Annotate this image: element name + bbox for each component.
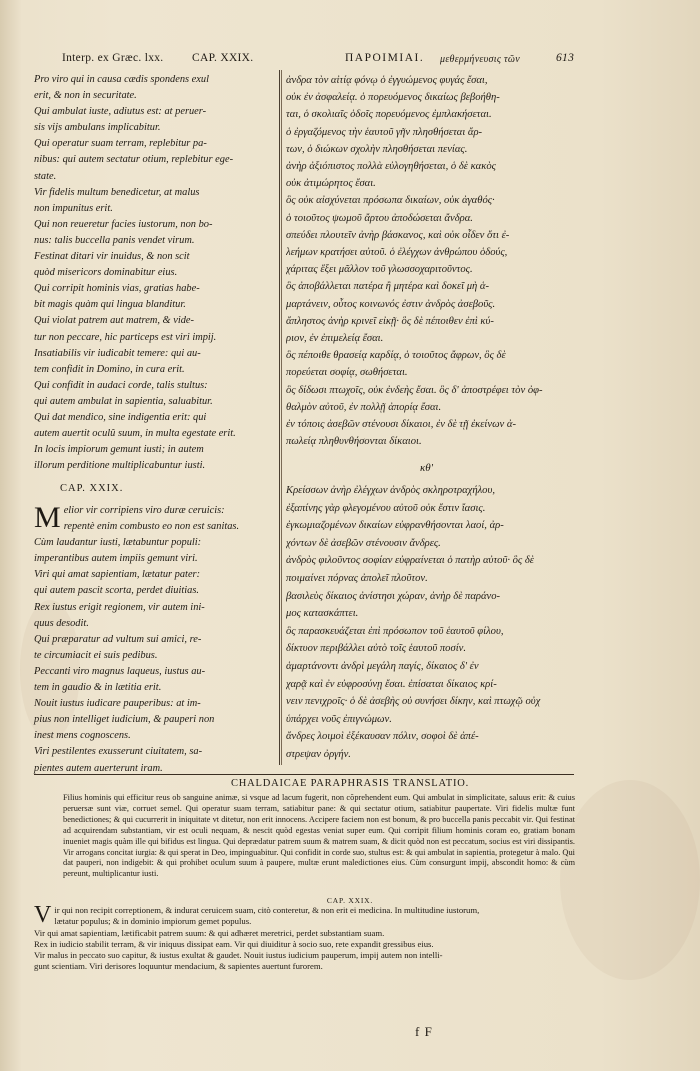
- greek-line: μος κατασκάπτει.: [286, 608, 359, 620]
- greek-line: ται, ὁ σκολιαῖς ὁδοῖς πορευόμενος ἐμπλακήσεται.: [286, 109, 492, 121]
- greek-chapter-text: [286, 482, 576, 764]
- greek-line: ριον, ἐν ἐπιμελείᾳ ἔσαι.: [286, 333, 384, 345]
- greek-line: στρεψαν ὀργήν.: [286, 748, 351, 760]
- latin-line: Nouit iustus iudicare pauperibus: at im-: [34, 698, 201, 710]
- greek-line: ἀνδρὸς φιλοῦντος σοφίαν εὐφραίνεται ὁ πατὴρ αὐτοῦ· ὃς δὲ: [286, 555, 534, 567]
- chapter-heading-latin: CAP. XXIX.: [60, 483, 124, 494]
- greek-line: ἄπληστος ἀνὴρ κρινεῖ εἰκῇ· ὃς δὲ πέποιθεν ἐπὶ κύ-: [286, 315, 494, 327]
- chaldaic-line: gunt scientiam. Viri derisores loquuntur mendacium, & sapientes auertunt furorem.: [34, 961, 323, 972]
- greek-line: ὃς παρασκευάζεται ἐπὶ πρόσωπον τοῦ ἑαυτοῦ φίλου,: [286, 625, 504, 637]
- running-head-title: ΠΑΡΟΙΜΙΑΙ.: [345, 52, 425, 64]
- latin-line: qui autem pascit scorta, perdet diuitias.: [34, 585, 199, 597]
- latin-line: Qui præparatur ad vultum sui amici, re-: [34, 633, 202, 645]
- latin-line: In locis impiorum gemunt iusti; in autem: [34, 444, 204, 456]
- greek-line: οὐκ ἐν ἀσφαλείᾳ. ὁ πορευόμενος δικαίως βεβοήθη-: [286, 92, 500, 104]
- latin-chapter-text: [34, 503, 272, 777]
- greek-line: μαρτάνειν, οὗτος κοινωνός ἐστιν ἀνδρὸς ἀσεβοῦς.: [286, 298, 496, 310]
- latin-line: autem auertit oculû suum, in multa egestate erit.: [34, 428, 236, 440]
- chaldaic-line: ir qui non recipit correptionem, & indurat ceruicem suam, citò conteretur, & non erit ei medicina. In multitudine iustorum,: [54, 905, 480, 915]
- latin-line: Qui ambulat iuste, adiutus est: at peruer-: [34, 106, 207, 118]
- latin-line: pius non intelliget iudicium, & pauperi non: [34, 714, 215, 726]
- latin-line: inest mens cognoscens.: [34, 730, 131, 742]
- latin-line: illorum perditione multiplicabuntur iusti.: [34, 460, 206, 472]
- latin-line: Viri qui amat sapientiam, lætatur pater:: [34, 569, 201, 581]
- greek-line: ἐγκωμιαζομένων δικαίων εὐφρανθήσονται λαοί, ἀρ-: [286, 520, 504, 532]
- greek-line: ἄνδρες λοιμοὶ ἐξέκαυσαν πόλιν, σοφοὶ δὲ ἀπέ-: [286, 731, 479, 743]
- greek-line: ὃς ἀποβάλλεται πατέρα ἢ μητέρα καὶ δοκεῖ μὴ ἁ-: [286, 281, 490, 293]
- drop-capital: M: [34, 501, 61, 534]
- greek-line: νειν πενιχροῖς· ὁ δὲ ἀσεβὴς οὐ συνήσει δίκην, καὶ πτωχῷ οὐχ: [286, 696, 541, 708]
- greek-line: ἐν τόποις ἀσεβῶν στένουσι δίκαιοι, ἐν δὲ τῇ ἐκείνων ἀ-: [286, 419, 517, 431]
- greek-line: σπεύδει πλουτεῖν ἀνὴρ βάσκανος, καὶ οὐκ οἶδεν ὅτι ἐ-: [286, 229, 510, 241]
- latin-line: tem in gaudio & in lætitia erit.: [34, 682, 162, 694]
- running-head-note: μεθερμήνευσις τῶν: [440, 54, 521, 65]
- chaldaic-line: Vir qui amat sapientiam, lætificabit patrem suum: & qui adhæret meretrici, perdet substantiam suam.: [34, 927, 385, 938]
- latin-line: repentè enim combusto eo non est sanitas.: [63, 521, 240, 533]
- chaldaic-chapter-text: [34, 902, 574, 973]
- chaldaic-line: Rex in iudicio stabilit terram, & vir iniquus dissipat eam. Vir qui diuiditur à socio suo, rete expandit gressibus eius.: [34, 938, 434, 949]
- latin-line: Qui corripit hominis vias, gratias habe-: [34, 283, 200, 295]
- column-rule: [279, 70, 280, 765]
- greek-line: ὁ ἐργαζόμενος τὴν ἑαυτοῦ γῆν πλησθήσεται ἄρ-: [286, 126, 483, 138]
- latin-line: qui autem ambulat in sapientia, saluabitur.: [34, 395, 213, 407]
- latin-line: te circumiacit ei suis pedibus.: [34, 649, 158, 661]
- chaldaic-text: Filius hominis qui efficitur reus ob sanguine animæ, si vsque ad lacum fugerit, non cõprehendent eum. Qui ambulat in simplicitate, saluus erit: & cuius peruersæ sunt viæ, corruet semel. Qui operatur suam terram, satiabitur pane: & qui sectatur otium, satiabitur paupertate. Viri fidelis multæ funt benedictiones; & qui cucurrerit in iniquitate vt ditetur, non erit innocens. Accipere faciem non est bonum, & pro buccella panis peccabit vir. Qui festinat ad acquirendam substantiam, vir est oculi nequam, & nescit quòd egestas veniat super eum. Qui corripit filium hominis coram eo, gratiam bonam inueniet magis quàm ille qui bifidus est lingua. Qui deprædatur patrem suum & matrem suam, & dicit quòd non est peccatum, socius est viri dissipantis. Vir arrogans concitat iurgia: & qui sperat in Deo, impinguabitur. Qui confidit in corde suo, stultus est: & qui ambulat in sapientia, protegetur à malo. Qui dat pauperi, non indigebit: & qui prohibet oculum suum à paupere, multæ erunt maledictiones eius. Cùm consurgunt impij, abscondit homo: & cùm pereunt, multiplicantur iusti.: [63, 793, 575, 879]
- signature-mark: f F: [415, 1024, 433, 1039]
- greek-line: των, ὁ διώκων σχολὴν πλησθήσεται πενίας.: [286, 143, 468, 155]
- greek-line: ἁμαρτάνοντι ἀνδρὶ μεγάλη παγίς, δίκαιος δ' ἐν: [286, 660, 479, 672]
- running-head-left: Interp. ex Græc. lxx.: [62, 52, 164, 64]
- latin-line: sis vijs ambulans implicabitur.: [34, 122, 161, 134]
- greek-line: λεήμων κρατήσει αὐτοῦ. ὁ ἐλέγχων ἀνθρώπου ὁδούς,: [286, 247, 508, 259]
- latin-line: pientes autem auerterunt iram.: [34, 762, 163, 774]
- running-head-cap: CAP. XXIX.: [192, 52, 254, 64]
- latin-line: nus: talis buccella panis vendet virum.: [34, 234, 195, 246]
- greek-line: χάριτας ἕξει μᾶλλον τοῦ γλωσσοχαριτοῦντος.: [286, 264, 473, 276]
- chaldaic-chapter-heading: CAP. XXIX.: [326, 896, 374, 905]
- latin-line: quus desodit.: [34, 617, 89, 629]
- drop-capital: V: [34, 902, 52, 928]
- greek-line: δίκτυον περιβάλλει αὐτὸ τοῖς ἑαυτοῦ ποσίν.: [286, 643, 467, 655]
- greek-line: πωλείᾳ πληθυνθήσονται δίκαιοι.: [286, 436, 422, 448]
- greek-line: ὃς οὐκ αἰσχύνεται πρόσωπα δικαίων, οὐκ ἀγαθός·: [286, 195, 495, 207]
- latin-line: Qui dat mendico, sine indigentia erit: qui: [34, 411, 207, 423]
- section-rule: [34, 774, 574, 775]
- greek-line: χόντων δὲ ἀσεβῶν στένουσιν ἄνδρες.: [286, 537, 441, 549]
- latin-line: Qui violat patrem aut matrem, & vide-: [34, 315, 194, 327]
- column-rule: [281, 70, 282, 765]
- chaldaic-paragraph: [63, 793, 575, 880]
- latin-line: Qui non reueretur facies iustorum, non bo-: [34, 218, 213, 230]
- greek-line: ὁ τοιοῦτος ψωμοῦ ἄρτου ἀποδώσεται ἄνδρα.: [286, 212, 473, 224]
- greek-column: [286, 72, 576, 450]
- chaldaic-line: lætatur populus; & in dominio impiorum gemet populus.: [54, 916, 252, 927]
- greek-line: ὃς δίδωσι πτωχοῖς, οὐκ ἐνδεὴς ἔσαι. ὃς δ' ἀποστρέφει τὸν ὀφ-: [286, 384, 543, 396]
- greek-line: ὑπάρχει νοῦς ἐπιγνώμων.: [286, 713, 392, 725]
- latin-line: non impunitus erit.: [34, 202, 113, 214]
- greek-line: ἀνὴρ ἀξιόπιστος πολλὰ εὐλογηθήσεται, ὁ δὲ κακὸς: [286, 161, 496, 173]
- latin-line: elior vir corripiens viro duræ ceruicis:: [63, 505, 225, 516]
- latin-line: erit, & non in securitate.: [34, 90, 137, 102]
- latin-line: Insatiabilis vir iudicabit temere: qui au-: [34, 347, 201, 359]
- latin-line: Rex iustus erigit regionem, vir autem ini-: [34, 601, 205, 613]
- greek-line: βασιλεὺς δίκαιος ἀνίστησι χώραν, ἀνὴρ δὲ παράνο-: [286, 590, 501, 602]
- latin-line: tem confidit in Domino, in cura erit.: [34, 363, 185, 375]
- page-number: 613: [556, 52, 575, 64]
- latin-line: quòd misericors dominabitur eius.: [34, 267, 178, 279]
- latin-line: bit magis quàm qui lingua blanditur.: [34, 299, 186, 311]
- chapter-heading-greek: κθ': [420, 462, 434, 474]
- chaldaic-heading: CHALDAICAE PARAPHRASIS TRANSLATIO.: [230, 778, 470, 789]
- latin-line: Festinat ditari vir inuidus, & non scit: [34, 251, 190, 263]
- latin-line: Viri pestilentes exusserunt ciuitatem, sa-: [34, 746, 203, 758]
- latin-line: tur non peccare, hic particeps est viri impij.: [34, 331, 217, 343]
- latin-line: Vir fidelis multum benedicetur, at malus: [34, 186, 200, 198]
- latin-line: imperantibus autem impiis gemunt viri.: [34, 553, 198, 565]
- latin-line: nibus: qui autem sectatur otium, replebitur ege-: [34, 154, 234, 166]
- latin-line: state.: [34, 170, 57, 182]
- latin-line: Peccanti viro magnus laqueus, iustus au-: [34, 665, 206, 677]
- greek-line: Κρείσσων ἀνὴρ ἐλέγχων ἀνδρὸς σκληροτραχήλου,: [286, 485, 495, 496]
- paper-stain: [560, 780, 700, 980]
- latin-line: Qui operatur suam terram, replebitur pa-: [34, 138, 207, 150]
- latin-line: Cùm laudantur iusti, lætabuntur populi:: [34, 537, 202, 549]
- latin-column: [34, 72, 272, 474]
- chaldaic-line: Vir malus in peccato suo capitur, & iustus exultat & gaudet. Nouit iustus iudicium pauperum, impij autem non intelli-: [34, 950, 443, 961]
- greek-line: ποιμαίνει πόρνας ἀπολεῖ πλοῦτον.: [286, 572, 428, 584]
- latin-line: Pro viro qui in causa cædis spondens exul: [34, 74, 209, 85]
- latin-line: Qui confidit in audaci corde, talis stultus:: [34, 379, 208, 391]
- greek-line: θαλμὸν αὐτοῦ, ἐν πολλῇ ἀπορίᾳ ἔσαι.: [286, 401, 442, 413]
- greek-line: πορεύεται σοφίᾳ, σωθήσεται.: [286, 367, 408, 379]
- greek-line: οὐκ ἀτιμώρητος ἔσαι.: [286, 178, 376, 190]
- greek-line: ὃς πέποιθε θρασείᾳ καρδίᾳ, ὁ τοιοῦτος ἄφρων, ὃς δὲ: [286, 350, 506, 362]
- greek-line: ἐξαπίνης γὰρ φλεγομένου αὐτοῦ οὐκ ἔστιν ἴασις.: [286, 502, 486, 514]
- greek-line: χαρᾷ καὶ ἐν εὐφροσύνῃ ἔσαι. ἐπίσαται δίκαιος κρί-: [286, 678, 497, 690]
- greek-line: ἀνδρα τὸν αἰτίᾳ φόνῳ ὁ ἐγγυώμενος φυγάς ἔσαι,: [286, 75, 488, 86]
